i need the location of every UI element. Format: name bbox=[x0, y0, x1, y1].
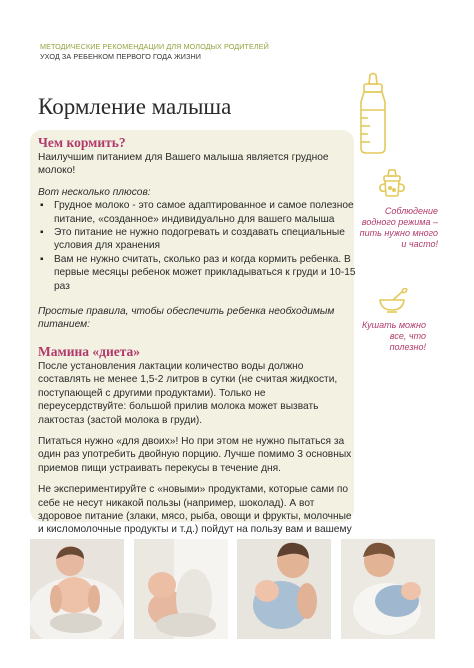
diet-paragraph-2: Питаться нужно «для двоих»! Но при этом не нужно пытаться за один раз употребить двойную порцию. Лучше помимо 3 основных приемов пищи устраивать перекусы в течение дня. bbox=[38, 435, 352, 474]
header-series: МЕТОДИЧЕСКИЕ РЕКОМЕНДАЦИИ ДЛЯ МОЛОДЫХ РОДИТЕЛЕЙ bbox=[40, 42, 269, 51]
photo-feeding-1 bbox=[30, 539, 124, 639]
photo-feeding-2 bbox=[134, 539, 228, 639]
content-text bbox=[38, 135, 356, 550]
list-item: ▪ Это питание не нужно подогревать и создавать специальные условия для хранения bbox=[54, 226, 356, 253]
rules-line: Простые правила, чтобы обеспечить ребенка необходимым питанием: bbox=[38, 306, 335, 331]
eat-note: Кушать можно все, что полезно! bbox=[361, 320, 426, 352]
intro-text: Наилучшим питанием для Вашего малыша является грудное молоко! bbox=[38, 152, 329, 177]
photo-feeding-3 bbox=[237, 539, 331, 639]
diet-paragraph-3: Не экспериментируйте с «новыми» продуктами, которые сами по себе не несут никакой пользы (например, шоколад). А вот здоровое питание (злаки, мясо, рыба, овощи и фрукты, молочные и кисломолочные продукты и т.д.) пойдут на пользу вам и вашему bbox=[38, 484, 352, 536]
sippy-cup-icon bbox=[378, 168, 406, 198]
advantages-list bbox=[38, 199, 356, 293]
page-title: Кормление малыша bbox=[38, 94, 232, 119]
photo-feeding-4 bbox=[341, 539, 435, 639]
section-heading-diet: Мамина «диета» bbox=[38, 343, 141, 359]
water-note: Соблюдение водного режима – пить нужно много и часто! bbox=[359, 206, 438, 249]
list-item: ▪ Вам не нужно считать, сколько раз и когда кормить ребенка. В первые месяцы ребенок может прикладываться к груди и 10-15 раз bbox=[54, 253, 356, 293]
header-subtitle: УХОД ЗА РЕБЕНКОМ ПЕРВОГО ГОДА ЖИЗНИ bbox=[40, 52, 202, 61]
photo-strip bbox=[30, 539, 442, 639]
list-item: ▪ Грудное молоко - это самое адаптированное и самое полезное питание, «созданное» индивидуально для вашего малыша bbox=[54, 199, 356, 226]
diet-paragraph-1: После установления лактации количество воды должно составлять не менее 1,5-2 литров в сутки (не считая жидкости, поступающей с другими продуктами). Только не переусердствуйте: большой прилив молока может вызвать лактостаз (застой молока в груди). bbox=[38, 360, 338, 426]
bowl-spoon-icon bbox=[377, 288, 409, 314]
baby-bottle-icon bbox=[356, 72, 390, 156]
advantages-label: Вот несколько плюсов: bbox=[38, 186, 151, 198]
section-heading-what-to-feed: Чем кормить? bbox=[38, 135, 126, 150]
